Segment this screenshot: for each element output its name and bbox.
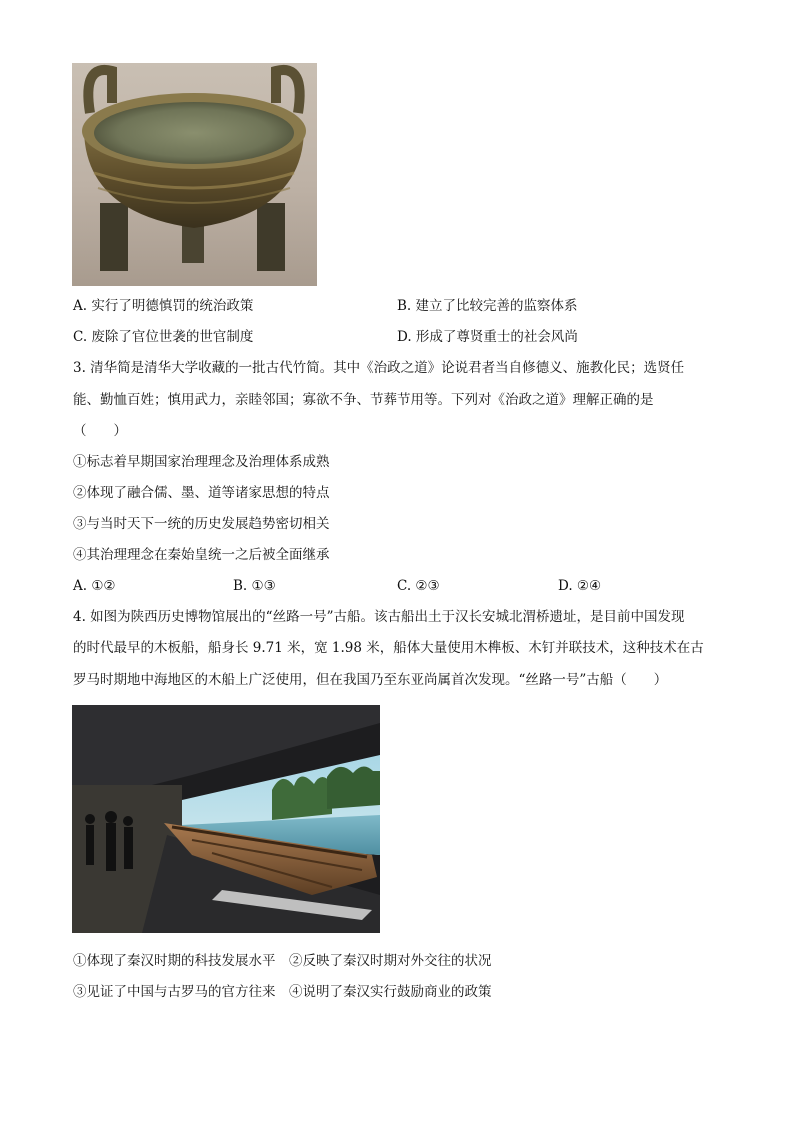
q4-items-line2: ③见证了中国与古罗马的官方往来 ④说明了秦汉实行鼓励商业的政策 xyxy=(73,984,492,1000)
q3-answer-blank: （ ） xyxy=(73,423,127,439)
q2-option-a: A. 实行了明德慎罚的统治政策 xyxy=(73,298,254,314)
q2-option-d: D. 形成了尊贤重士的社会风尚 xyxy=(397,329,578,345)
q2-option-b: B. 建立了比较完善的监察体系 xyxy=(397,298,578,314)
q4-stem-line2: 的时代最早的木板船，船身长 9.71 米，宽 1.98 米，船体大量使用木榫板、木钉并联技术，这种技术在古 xyxy=(73,640,704,656)
q4-items-line1: ①体现了秦汉时期的科技发展水平 ②反映了秦汉时期对外交往的状况 xyxy=(73,953,492,969)
q4-stem-line3: 罗马时期地中海地区的木船上广泛使用，但在我国乃至东亚尚属首次发现。“丝路一号”古船（ ） xyxy=(73,672,668,688)
silk-road-ship-photo xyxy=(72,705,380,933)
q3-option-d: D. ②④ xyxy=(558,578,602,594)
q3-item-2: ②体现了融合儒、墨、道等诸家思想的特点 xyxy=(73,485,330,501)
q3-option-c: C. ②③ xyxy=(397,578,440,594)
bronze-ding-photo xyxy=(72,63,317,286)
q3-item-1: ①标志着早期国家治理理念及治理体系成熟 xyxy=(73,454,330,470)
q3-item-4: ④其治理理念在秦始皇统一之后被全面继承 xyxy=(73,547,330,563)
q2-option-c: C. 废除了官位世袭的世官制度 xyxy=(73,329,254,345)
q3-stem-line1: 3. 清华简是清华大学收藏的一批古代竹简。其中《治政之道》论说君者当自修德义、施教化民；选贤任 xyxy=(73,360,685,376)
q4-stem-line1: 4. 如图为陕西历史博物馆展出的“丝路一号”古船。该古船出土于汉长安城北渭桥遗址，是目前中国发现 xyxy=(73,609,685,625)
q3-option-b: B. ①③ xyxy=(233,578,276,594)
q3-item-3: ③与当时天下一统的历史发展趋势密切相关 xyxy=(73,516,330,532)
q3-stem-line2: 能、勤恤百姓；慎用武力，亲睦邻国；寡欲不争、节葬节用等。下列对《治政之道》理解正确的是 xyxy=(73,392,654,408)
q3-option-a: A. ①② xyxy=(73,578,116,594)
